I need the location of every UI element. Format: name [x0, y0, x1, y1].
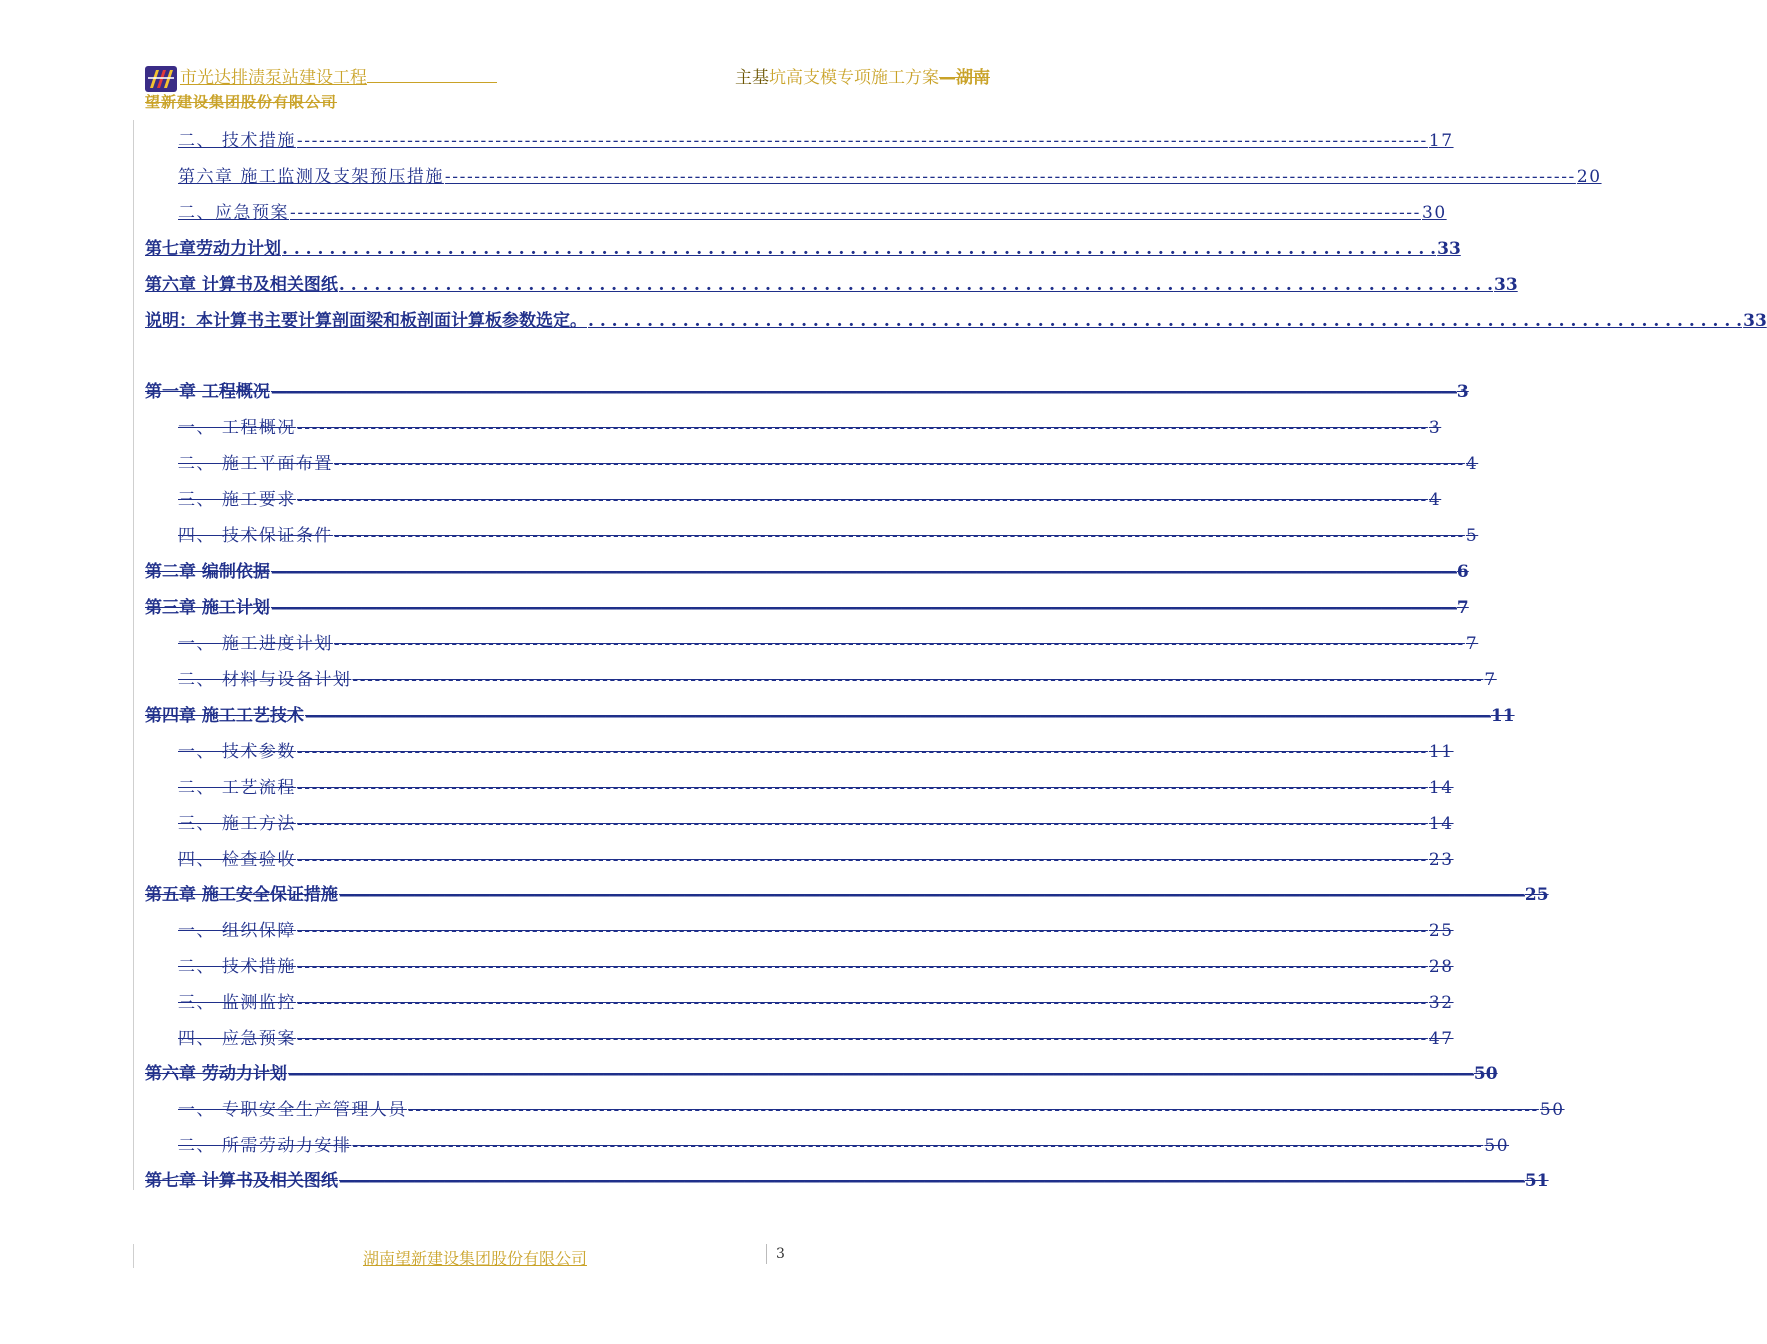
toc-entry-page: 7: [1484, 670, 1497, 690]
toc-entry-leader: [297, 741, 1428, 763]
toc-entry-leader: [288, 1063, 1473, 1085]
company-logo-icon: [145, 66, 177, 92]
toc-entry[interactable]: [178, 198, 1447, 224]
toc-entry-leader: [352, 669, 1483, 691]
footer-company: 湖南望新建设集团股份有限公司: [362, 1249, 587, 1268]
toc-entry-leader: [408, 1099, 1539, 1121]
toc-entry-page: 33: [1743, 311, 1767, 331]
toc-entry-title: 一、 组织保障: [178, 921, 296, 941]
toc-entry-page: 3: [1456, 382, 1469, 402]
toc-entry-title: 第四章 施工工艺技术: [145, 706, 304, 726]
toc-entry-title: 四、 检查验收: [178, 850, 296, 870]
toc-entry-title: 第五章 施工安全保证措施: [145, 885, 338, 905]
toc-entry-title: 第三章 施工计划: [145, 598, 270, 618]
toc-entry-page: 14: [1428, 814, 1454, 834]
toc-entry-page: 4: [1465, 454, 1479, 474]
header-project-name: 市光达排渍泵站建设工程: [180, 68, 367, 88]
toc-entry-page: 7: [1465, 634, 1479, 654]
toc-entry-page: 50: [1473, 1064, 1498, 1084]
toc-entry-leader: [297, 813, 1428, 835]
footer-separator: [766, 1244, 767, 1264]
header-title-line: [180, 66, 990, 90]
header-underline-gap: [367, 68, 497, 83]
toc-entry[interactable]: [178, 1131, 1510, 1157]
header-right-text: 坑高支模专项施工方案: [769, 68, 939, 88]
toc-entry[interactable]: [178, 773, 1454, 799]
toc-entry-leader: [334, 453, 1465, 475]
toc-entry-page: 17: [1428, 131, 1454, 151]
toc-entry-page: 11: [1490, 706, 1515, 726]
toc-entry-leader: [352, 1135, 1483, 1157]
toc-entry-leader: [334, 633, 1465, 655]
toc-entry-title: 二、 技术措施: [178, 131, 296, 151]
toc-entry[interactable]: [145, 1059, 1498, 1085]
toc-entry-title: 一、 工程概况: [178, 418, 296, 438]
toc-entry-leader: [445, 166, 1576, 188]
toc-entry-title: 一、 技术参数: [178, 742, 296, 762]
toc-entry[interactable]: [145, 880, 1549, 906]
toc-entry-page: 20: [1576, 167, 1602, 187]
toc-entry-title: 一、 专职安全生产管理人员: [178, 1100, 407, 1120]
toc-entry-page: 32: [1428, 993, 1454, 1013]
toc-entry-leader: [297, 489, 1428, 511]
toc-entry[interactable]: [145, 1166, 1549, 1192]
toc-entry-title: 三、 施工要求: [178, 490, 296, 510]
toc-entry-page: 33: [1437, 239, 1461, 259]
toc-entry-leader: [271, 561, 1456, 583]
toc-entry-page: 47: [1428, 1029, 1454, 1049]
toc-entry[interactable]: [145, 593, 1469, 619]
toc-entry-leader: [297, 417, 1428, 439]
toc-entry[interactable]: [178, 1095, 1565, 1121]
toc-entry-leader: [271, 381, 1456, 403]
toc-entry[interactable]: [145, 557, 1469, 583]
toc-entry-leader: [297, 777, 1428, 799]
toc-entry-title: 一、 施工进度计划: [178, 634, 333, 654]
toc-entry-page: 30: [1422, 203, 1447, 223]
toc-entry[interactable]: [178, 485, 1442, 511]
toc-entry[interactable]: [178, 845, 1454, 871]
toc-entry-title: 四、 技术保证条件: [178, 526, 333, 546]
toc-entry[interactable]: [145, 377, 1469, 403]
toc-entry-title: 第一章 工程概况: [145, 382, 270, 402]
toc-entry-page: 3: [1428, 418, 1442, 438]
toc-entry-title: 第六章 计算书及相关图纸: [145, 275, 338, 295]
toc-entry-leader: [297, 130, 1428, 152]
toc-entry-leader: [297, 956, 1428, 978]
toc-entry-leader: [339, 1170, 1524, 1192]
toc-entry-page: 25: [1428, 921, 1454, 941]
toc-entry-leader: [334, 525, 1465, 547]
header-right-dark: 主基: [735, 68, 769, 88]
toc-entry[interactable]: [178, 521, 1479, 547]
toc-entry-page: 6: [1456, 562, 1469, 582]
toc-entry-title: 第六章 劳动力计划: [145, 1064, 287, 1084]
toc-entry[interactable]: [178, 1024, 1454, 1050]
toc-entry-leader: [271, 597, 1456, 619]
toc-entry-page: 50: [1539, 1100, 1565, 1120]
toc-entry-leader: [297, 849, 1428, 871]
toc-entry[interactable]: [178, 449, 1479, 475]
header-plan-title: [525, 66, 990, 90]
toc-entry[interactable]: [145, 701, 1515, 727]
toc-entry-title: 二、应急预案: [178, 203, 289, 223]
toc-entry[interactable]: [178, 916, 1454, 942]
header-right-strike: —湖南: [939, 68, 990, 88]
toc-entry-page: 51: [1524, 1171, 1549, 1191]
toc-entry-page: 5: [1465, 526, 1479, 546]
toc-entry-title: 三、 监测监控: [178, 993, 296, 1013]
toc-entry[interactable]: [145, 270, 1518, 296]
toc-entry-leader: [297, 992, 1428, 1014]
toc-entry-title: 二、 技术措施: [178, 957, 296, 977]
toc-entry-title: 第七章劳动力计划: [145, 239, 281, 259]
toc-entry-title: 二、 材料与设备计划: [178, 670, 352, 690]
toc-entry[interactable]: [178, 413, 1442, 439]
toc-entry-title: 二、 工艺流程: [178, 778, 296, 798]
toc-entry-title: 说明：本计算书主要计算剖面梁和板剖面计算板参数选定。: [145, 311, 587, 331]
toc-entry[interactable]: [178, 665, 1497, 691]
toc-entry-page: 50: [1484, 1136, 1510, 1156]
toc-entry[interactable]: [178, 126, 1454, 152]
toc-entry-page: 7: [1456, 598, 1469, 618]
toc-entry-title: 二、 施工平面布置: [178, 454, 333, 474]
toc-entry-title: 三、 施工方法: [178, 814, 296, 834]
toc-entry[interactable]: [145, 306, 1767, 332]
toc-entry[interactable]: [178, 162, 1602, 188]
toc-entry-page: 25: [1524, 885, 1549, 905]
toc-entry[interactable]: [178, 809, 1454, 835]
toc-entry-title: 四、 应急预案: [178, 1029, 296, 1049]
toc-entry-page: 28: [1428, 957, 1454, 977]
toc-entry-leader: [297, 920, 1428, 942]
toc-entry[interactable]: [145, 234, 1461, 260]
toc-entry-page: 23: [1428, 850, 1454, 870]
toc-entry[interactable]: [178, 952, 1454, 978]
toc-entry[interactable]: [178, 988, 1454, 1014]
toc-entry-title: 第二章 编制依据: [145, 562, 270, 582]
header-company-line: 望新建设集团股份有限公司: [145, 93, 338, 111]
toc-entry-title: 二、 所需劳动力安排: [178, 1136, 352, 1156]
toc-entry-leader: [339, 274, 1493, 296]
toc-entry-page: 33: [1494, 275, 1518, 295]
toc-entry-page: 11: [1428, 742, 1454, 762]
toc-entry[interactable]: [178, 737, 1454, 763]
toc-entry-leader: [290, 202, 1421, 224]
toc-entry-leader: [282, 238, 1436, 260]
toc-entry-title: 第七章 计算书及相关图纸: [145, 1171, 338, 1191]
margin-bar: [133, 120, 134, 1190]
toc-entry-page: 4: [1428, 490, 1442, 510]
toc-entry-leader: [339, 884, 1524, 906]
footer-page-number: 3: [776, 1246, 785, 1262]
toc-entry[interactable]: [178, 629, 1479, 655]
toc-entry-page: 14: [1428, 778, 1454, 798]
toc-entry-title: 第六章 施工监测及支架预压措施: [178, 167, 444, 187]
toc-entry-leader: [305, 705, 1490, 727]
toc-entry-leader: [588, 310, 1742, 332]
toc-entry-leader: [297, 1028, 1428, 1050]
